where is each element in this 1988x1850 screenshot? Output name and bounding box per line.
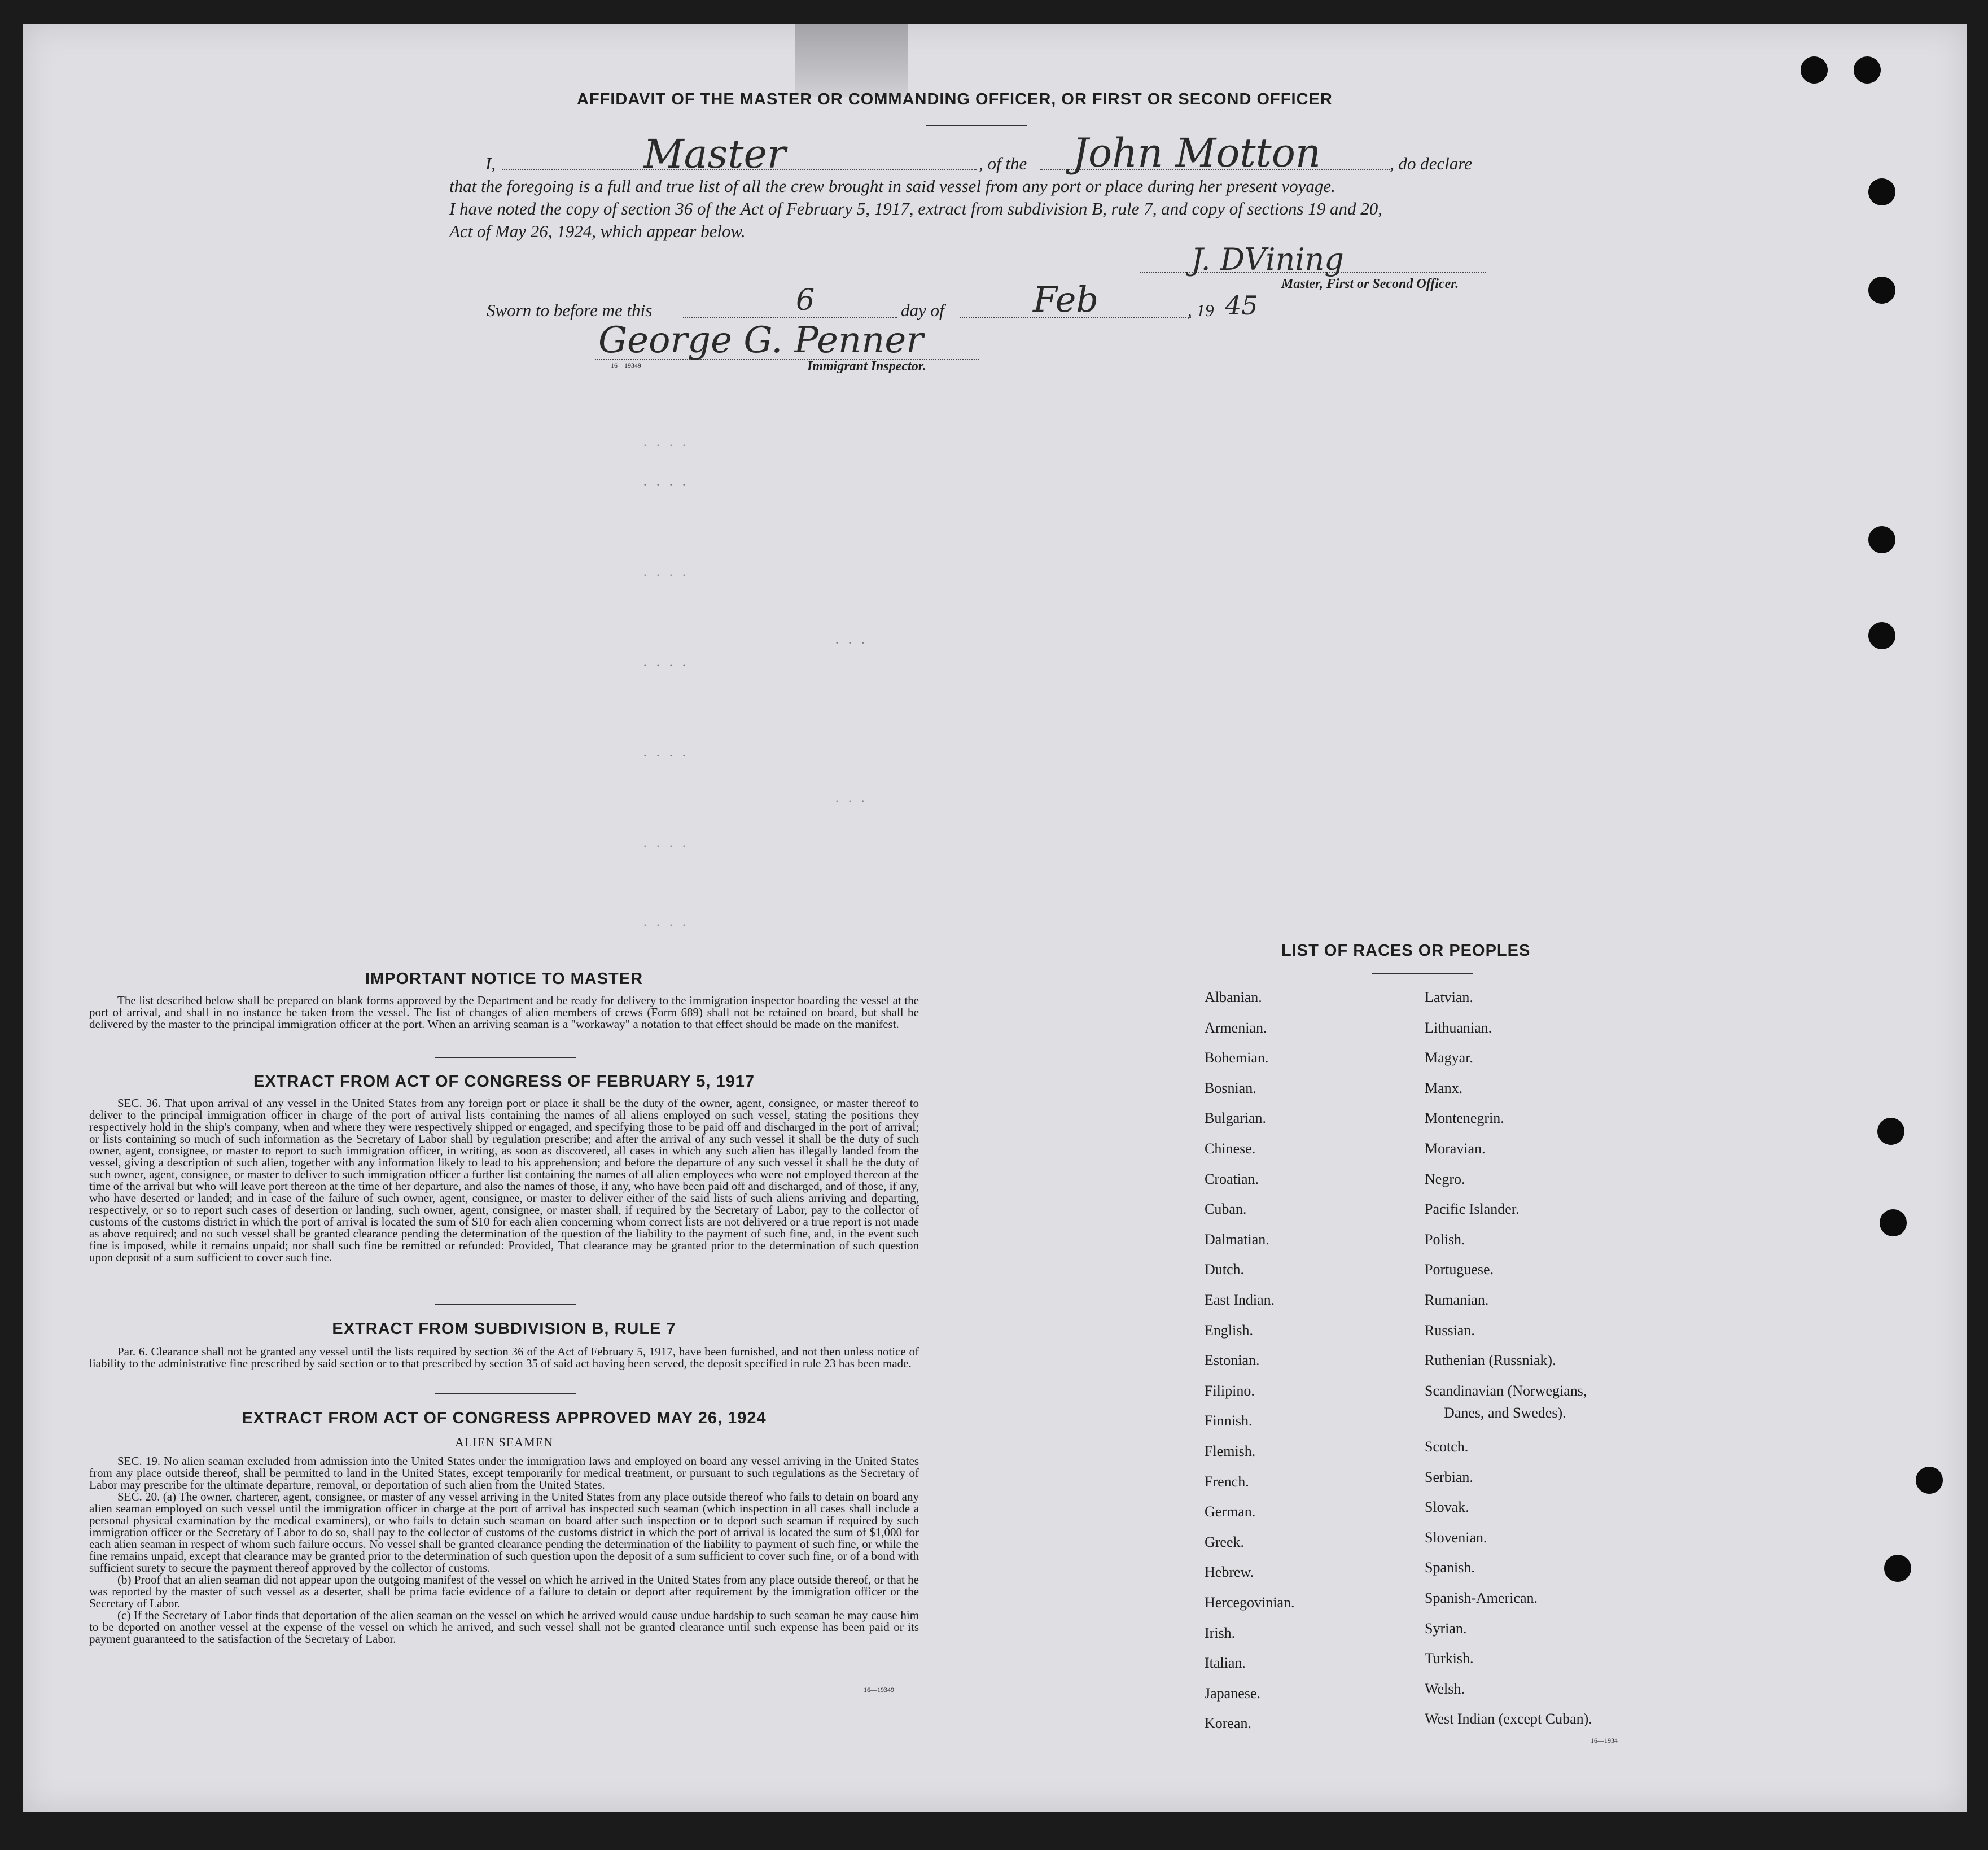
sworn-prefix: Sworn to before me this [487,300,653,320]
form-number: 16—19349 [864,1686,894,1694]
form-number: 16—19349 [611,361,641,369]
race-item: Dalmatian. [1205,1231,1269,1248]
binder-hole [1916,1467,1943,1494]
extract-1924-paragraph: (c) If the Secretary of Labor finds that deportation of the alien seaman on the vessel on which he arrived would cause undue hardship to such seaman he may cause him to be deported on another vessel at the expense of the vessel on which he arrived, and such vessel shall not be granted clearance until such expense has been paid or its payment guaranteed to the satisfaction of the Secretary of Labor. [89,1608,919,1646]
race-item: Rumanian. [1425,1292,1489,1308]
race-item: Turkish. [1425,1650,1474,1667]
sworn-year-handwritten: 45 [1225,290,1258,321]
race-item: Dutch. [1205,1261,1245,1278]
race-item: Hebrew. [1205,1564,1254,1580]
race-item: East Indian. [1205,1292,1275,1308]
race-item: Welsh. [1425,1681,1465,1697]
race-item: Bulgarian. [1205,1110,1267,1126]
bleed-through-mark: . . . . [643,435,689,449]
race-item: Montenegrin. [1425,1110,1504,1126]
race-item: Bosnian. [1205,1080,1256,1096]
bleed-through-mark: . . . . [643,655,689,669]
officer-title-handwritten: Master [643,131,786,177]
race-item: Scotch. [1425,1438,1469,1455]
race-item: Filipino. [1205,1383,1255,1399]
race-item: Portuguese. [1425,1261,1494,1278]
bleed-through-mark: . . . [835,632,868,646]
race-item: Manx. [1425,1080,1463,1096]
races-title: LIST OF RACES OR PEOPLES [1281,942,1531,960]
inspector-label: Immigrant Inspector. [807,359,926,374]
race-item: Lithuanian. [1425,1020,1492,1036]
race-item: Latvian. [1425,989,1473,1005]
race-item: Ruthenian (Russniak). [1425,1352,1556,1368]
notice-text [89,995,919,1030]
extract-1924-paragraph: SEC. 19. No alien seaman excluded from admission into the United States under the immigration laws and employed on board any vessel arriving in the United States from any place outside thereof, shall be permitted to land in the United States, except temporarily for medical treatment, or pursuant to such regulations as the Secretary of Labor may prescribe for the ultimate departure, removal, or deportation of such alien from the United States. [89,1454,919,1492]
binder-hole [1801,56,1828,84]
binder-hole [1868,178,1895,205]
bleed-through-mark: . . . [835,790,868,804]
sworn-day-line [683,317,897,318]
race-item: Finnish. [1205,1412,1253,1429]
extract-1924-paragraph: (b) Proof that an alien seaman did not appear upon the outgoing manifest of the vessel on which he arrived in the United States from any place outside thereof, or that he was reported by the master of such vessel as a deserter, shall be prima facie evidence of a failure to detain or deport after requirement by the immigration officer or the Secretary of Labor. [89,1573,919,1610]
binder-hole [1868,622,1895,649]
affidavit-line4: Act of May 26, 1924, which appear below. [449,221,746,241]
bleed-through-mark: . . . . [643,745,689,759]
race-item: Albanian. [1205,989,1262,1005]
extract-rule7-title: EXTRACT FROM SUBDIVISION B, RULE 7 [332,1320,676,1338]
affidavit-line1-mid: , of the [979,154,1027,173]
binder-hole [1854,56,1881,84]
race-item: Negro. [1425,1171,1465,1187]
tape-mark [795,24,908,97]
affidavit-line1-prefix: I, [485,154,496,173]
race-item-continuation: Danes, and Swedes). [1444,1405,1566,1421]
inspector-signature-handwritten: George G. Penner [598,320,923,361]
affidavit-title: AFFIDAVIT OF THE MASTER OR COMMANDING OFFICER, OR FIRST OR SECOND OFFICER [577,90,1333,108]
divider [435,1393,576,1394]
race-item: Polish. [1425,1231,1465,1248]
extract-rule7-text [89,1346,919,1370]
binder-hole [1880,1209,1907,1236]
race-item: English. [1205,1322,1253,1339]
race-item: Korean. [1205,1715,1252,1731]
binder-hole [1884,1555,1911,1582]
divider [435,1057,576,1058]
notice-title: IMPORTANT NOTICE TO MASTER [365,970,643,988]
race-item: Scandinavian (Norwegians, [1425,1383,1587,1399]
extract-1924-subtitle: ALIEN SEAMEN [455,1435,553,1449]
race-item: Slovak. [1425,1499,1469,1515]
race-item: Estonian. [1205,1352,1260,1368]
notice-paragraph: The list described below shall be prepared on blank forms approved by the Department and be ready for delivery to the immigration inspector boarding the vessel at the port of arrival, and shall in no instance be taken from the vessel. The list of changes of alien members of crews (Form 689) shall not be retained on board, but shall be delivered by the master to the principal immigration officer at the port. When an arriving seaman is a "workaway" a notation to that effect should be made on the manifest. [89,994,919,1031]
race-item: Russian. [1425,1322,1475,1339]
sworn-month-handwritten: Feb [1033,279,1099,320]
sworn-day-handwritten: 6 [796,283,815,317]
race-item: West Indian (except Cuban). [1425,1711,1592,1727]
extract-rule7-paragraph: Par. 6. Clearance shall not be granted any vessel until the lists required by section 36 of the Act of February 5, 1917, have been furnished, and not then unless notice of liability to the administrative fine prescribed by said section or to that prescribed by section 35 of said act having been served, the deposit specified in rule 23 has been made. [89,1345,919,1370]
extract-1917-paragraph: SEC. 36. That upon arrival of any vessel in the United States from any foreign port or place it shall be the duty of the owner, agent, consignee, or master thereof to deliver to the principal immigration officer in charge of the port of arrival lists containing the names of all aliens employed on such vessel, stating the positions they respectively hold in the ship's company, when and where they were respectively shipped or engaged, and specifying those to be paid off and discharged in the port of arrival; or lists containing so much of such information as the Secretary of Labor shall by regulation prescribe; and after the arrival of any such vessel it shall be the duty of such owner, agent, consignee, or master to report to such immigration officer, in writing, as soon as discovered, all cases in which any such alien has illegally landed from the vessel, giving a description of such alien, together with any information likely to lead to his apprehension; and before the departure of any such vessel it shall be the duty of such owner, agent, consignee, or master to deliver to such immigration officer a further list containing the names of all alien employees who were not employed thereon at the time of the arrival but who will leave port thereon at the time of her departure, and also the names of those, if any, who have been paid off and discharged, and of those, if any, who have deserted or landed; and in case of the failure of such owner, agent, consignee, or master to deliver either of the said lists of such aliens arriving and departing, respectively, or so to report such cases of desertion or landing, such owner, agent, consignee, or master shall, if required by the Secretary of Labor, pay to the collector of customs of the customs district in which the port of arrival is located the sum of $10 for each alien concerning whom correct lists are not delivered or a true report is not made as above required; and no such vessel shall be granted clearance pending the determination of the question of the liability to the payment of such fine, and, in the event such fine is imposed, while it remains unpaid; nor shall such fine be remitted or refunded: Provided, That clearance may be granted prior to the determination of such question upon deposit of a sum sufficient to cover such fine. [89,1096,919,1264]
race-item: Japanese. [1205,1685,1260,1702]
form-number: 16—1934 [1591,1737,1618,1744]
race-item: Flemish. [1205,1443,1256,1459]
extract-1924-title: EXTRACT FROM ACT OF CONGRESS APPROVED MAY 26, 1924 [242,1409,767,1427]
bleed-through-mark: . . . . [643,565,689,579]
affidavit-line1-suffix: , do declare [1390,154,1473,173]
officer-signature-handwritten: J. DVining [1191,242,1344,277]
extract-1917-text [89,1097,919,1263]
extract-1917-title: EXTRACT FROM ACT OF CONGRESS OF FEBRUARY 5, 1917 [253,1073,755,1091]
race-item: German. [1205,1503,1256,1520]
bleed-through-mark: . . . . [643,915,689,929]
race-item: Chinese. [1205,1140,1256,1157]
race-item: Spanish-American. [1425,1590,1538,1606]
affidavit-line2: that the foregoing is a full and true list of all the crew brought in said vessel from any port or place during her present voyage. [449,176,1335,196]
race-item: Irish. [1205,1625,1236,1641]
race-item: Pacific Islander. [1425,1201,1520,1217]
sworn-year-prefix: , 19 [1188,300,1214,320]
bleed-through-mark: . . . . [643,474,689,488]
divider [926,125,1027,126]
binder-hole [1877,1118,1904,1145]
race-item: Serbian. [1425,1469,1473,1485]
vessel-name-handwritten: John Motton [1072,130,1321,176]
race-item: French. [1205,1473,1249,1490]
officer-signature-label: Master, First or Second Officer. [1281,277,1459,291]
race-item: Greek. [1205,1534,1245,1550]
extract-1924-text [89,1455,919,1645]
race-item: Spanish. [1425,1559,1475,1576]
race-item: Armenian. [1205,1020,1267,1036]
affidavit-line3: I have noted the copy of section 36 of the Act of February 5, 1917, extract from subdivision B, rule 7, and copy of sections 19 and 20, [449,199,1383,218]
bleed-through-mark: . . . . [643,836,689,850]
binder-hole [1868,526,1895,553]
race-item: Syrian. [1425,1620,1467,1637]
race-item: Slovenian. [1425,1529,1487,1546]
binder-hole [1868,277,1895,304]
race-item: Moravian. [1425,1140,1486,1157]
divider [1372,973,1473,974]
race-item: Italian. [1205,1655,1246,1671]
race-item: Magyar. [1425,1049,1473,1066]
race-item: Bohemian. [1205,1049,1269,1066]
extract-1924-paragraph: SEC. 20. (a) The owner, charterer, agent, consignee, or master of any vessel arriving in the United States from any place outside thereof who fails to detain on board any alien seaman employed on such vessel until the immigration officer in charge at the port of arrival has inspected such seaman (which inspection in all cases shall include a personal physical examination by the medical examiners), or who fails to detain such seaman on board after such inspection or to deport such seaman if required by such immigration officer or the Secretary of Labor to do so, shall pay to the collector of customs of the customs district in which the port of arrival is located the sum of $1,000 for each alien seaman in respect of whom such failure occurs. No vessel shall be granted clearance pending the determination of the liability to payment of such fine, or while the fine remains unpaid, except that clearance may be granted prior to the determination of such question upon the deposit of a sum sufficient to cover such fine, or of a bond with sufficient surety to secure the payment thereof approved by the collector of customs. [89,1490,919,1575]
sworn-day-label: day of [901,300,944,320]
race-item: Hercegovinian. [1205,1594,1295,1611]
race-item: Croatian. [1205,1171,1259,1187]
divider [435,1304,576,1305]
race-item: Cuban. [1205,1201,1247,1217]
